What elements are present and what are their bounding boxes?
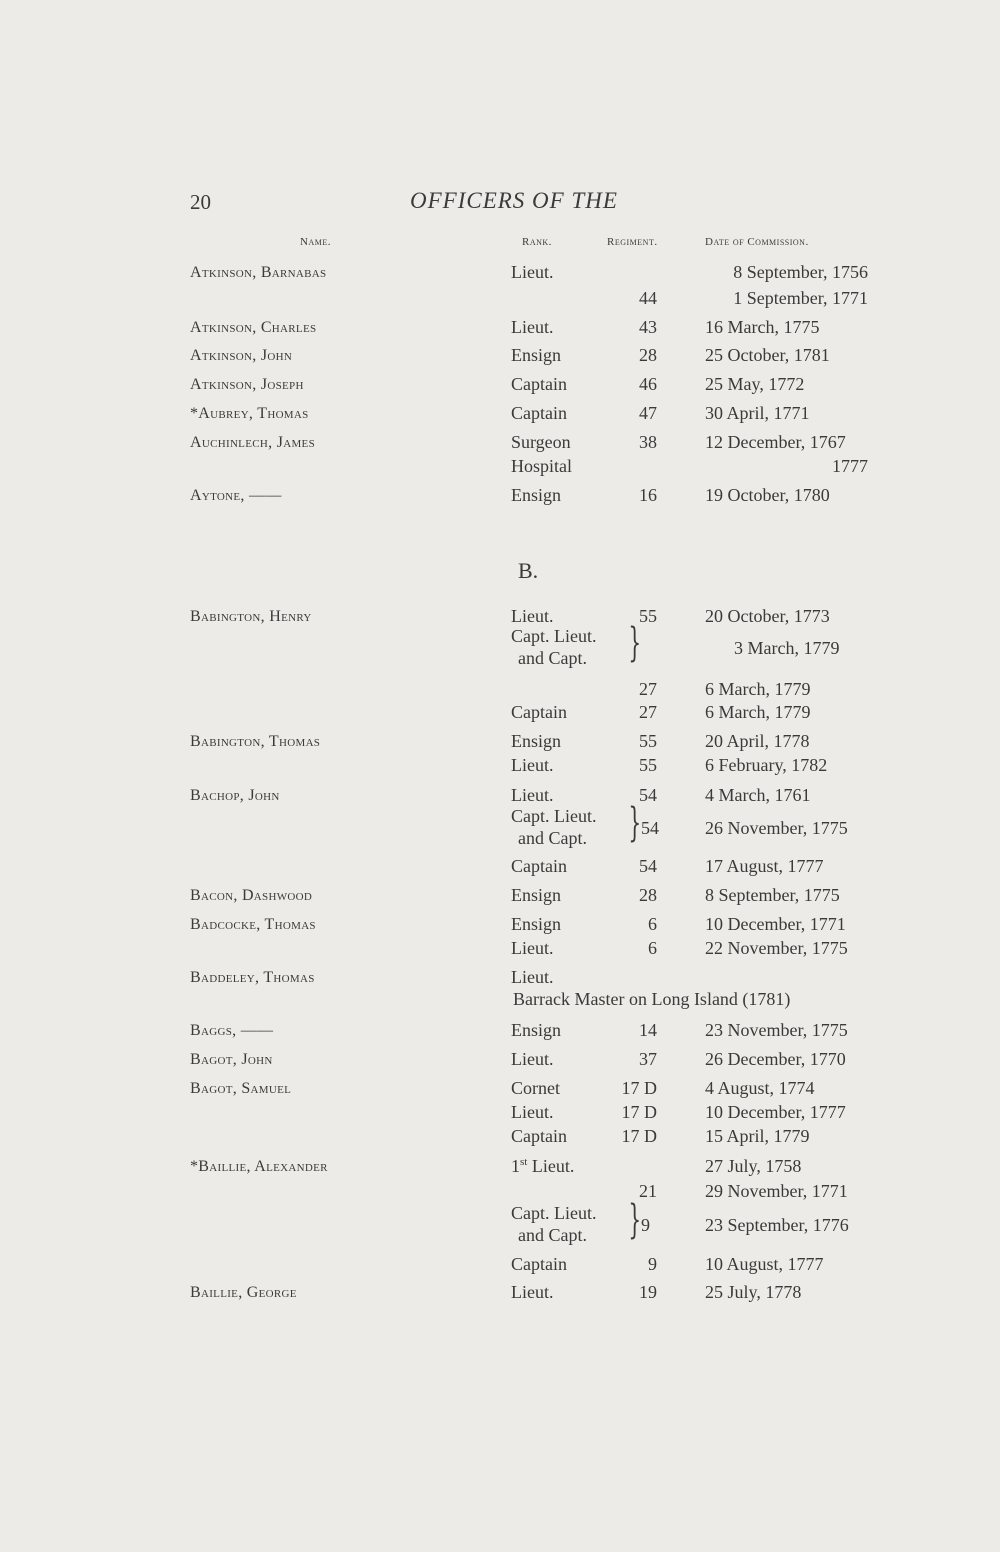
officer-regiment: 54: [639, 856, 657, 876]
commission-date: 10 August, 1777: [705, 1254, 824, 1274]
officer-name: Atkinson, Barnabas: [190, 264, 327, 281]
table-row: [0, 856, 1000, 882]
officer-regiment: 55: [639, 755, 657, 775]
commission-date: 16 March, 1775: [705, 317, 820, 337]
commission-date: 23 November, 1775: [705, 1020, 848, 1040]
officer-rank: Captain: [511, 702, 567, 722]
table-row: [0, 1020, 1000, 1046]
officer-rank: Lieut.: [511, 938, 554, 958]
officer-rank: Lieut.: [511, 606, 554, 626]
officer-regiment: 54: [639, 785, 657, 805]
header-rank: Rank.: [522, 236, 552, 248]
commission-date: 12 December, 1767: [705, 432, 846, 452]
commission-date: 6 March, 1779: [705, 702, 811, 722]
commission-date: 15 April, 1779: [705, 1126, 810, 1146]
officer-regiment: 6: [648, 938, 657, 958]
officer-name: *Aubrey, Thomas: [190, 405, 309, 422]
officer-regiment: 55: [639, 731, 657, 751]
rank-line-1: Capt. Lieut.: [511, 626, 597, 646]
page-number: 20: [190, 190, 211, 214]
officer-rank: Hospital: [511, 456, 572, 476]
commission-date: 23 September, 1776: [705, 1215, 849, 1235]
table-row: [0, 967, 1000, 993]
rank-line-1: Capt. Lieut.: [511, 806, 597, 826]
officer-regiment: 17 D: [621, 1126, 657, 1146]
officer-rank: Ensign: [511, 914, 562, 934]
commission-date: 4 August, 1774: [705, 1078, 815, 1098]
commission-date: 22 November, 1775: [705, 938, 848, 958]
officer-name: *Baillie, Alexander: [190, 1158, 328, 1175]
table-row: [0, 262, 1000, 288]
ordinal-suffix: st: [520, 1156, 528, 1168]
table-row: [0, 288, 1000, 314]
officer-name: Bagot, Samuel: [190, 1080, 292, 1097]
commission-date: 25 October, 1781: [705, 345, 830, 365]
officer-name: Badcocke, Thomas: [190, 916, 316, 933]
barrack-master-note: Barrack Master on Long Island (1781): [513, 989, 791, 1009]
officer-rank: Lieut.: [511, 1282, 554, 1302]
officer-regiment: 27: [639, 702, 657, 722]
running-head: OFFICERS OF THE: [410, 188, 618, 213]
officer-name: Babington, Thomas: [190, 733, 321, 750]
officer-regiment: 16: [639, 485, 657, 505]
commission-date: 10 December, 1777: [705, 1102, 846, 1122]
commission-date: 1777: [832, 456, 868, 476]
officer-rank: Lieut.: [511, 1102, 554, 1122]
officer-regiment: 43: [639, 317, 657, 337]
officer-regiment: 28: [639, 345, 657, 365]
officer-regiment: 46: [639, 374, 657, 394]
table-row: [0, 345, 1000, 371]
officer-name: Atkinson, Charles: [190, 319, 317, 336]
table-row: [0, 1282, 1000, 1308]
officer-regiment: 27: [639, 679, 657, 699]
commission-date: 6 March, 1779: [705, 679, 811, 699]
table-row: [0, 1156, 1000, 1182]
commission-date: 8 September, 1775: [705, 885, 840, 905]
commission-date: 10 December, 1771: [705, 914, 846, 934]
table-row: [0, 914, 1000, 940]
commission-date: 25 July, 1778: [705, 1282, 802, 1302]
officer-rank: Cornet: [511, 1078, 560, 1098]
officer-regiment: 55: [639, 606, 657, 626]
officer-regiment: 47: [639, 403, 657, 423]
brace-symbol: }: [628, 1197, 642, 1243]
table-row: [0, 1126, 1000, 1152]
officer-name: Baillie, George: [190, 1284, 297, 1301]
officer-rank: Ensign: [511, 1020, 562, 1040]
table-row: [0, 432, 1000, 458]
officer-rank: Ensign: [511, 485, 562, 505]
table-row: [0, 1102, 1000, 1128]
officer-rank: Captain: [511, 403, 567, 423]
officer-rank: Lieut.: [511, 755, 554, 775]
officer-regiment: 54: [641, 818, 659, 838]
header-date: Date of Commission.: [705, 236, 809, 248]
commission-date: 26 December, 1770: [705, 1049, 846, 1069]
header-regiment: Regiment.: [607, 236, 658, 248]
table-row: [0, 1254, 1000, 1280]
officer-name: Baddeley, Thomas: [190, 969, 315, 986]
table-row: [0, 317, 1000, 343]
officer-name: Bagot, John: [190, 1051, 273, 1068]
officer-rank: Captain: [511, 1254, 567, 1274]
commission-date: 29 November, 1771: [705, 1181, 848, 1201]
officer-regiment: 44: [639, 288, 657, 308]
commission-date: 20 October, 1773: [705, 606, 830, 626]
officer-rank: Captain: [511, 374, 567, 394]
officer-rank: Lieut.: [511, 785, 554, 805]
officer-name: Atkinson, John: [190, 347, 293, 364]
brace-symbol: }: [628, 620, 642, 666]
commission-date: 4 March, 1761: [705, 785, 811, 805]
rank-line-2: and Capt.: [518, 1225, 587, 1245]
officer-name: Babington, Henry: [190, 608, 312, 625]
commission-date: 3 March, 1779: [734, 638, 840, 658]
commission-date: 30 April, 1771: [705, 403, 810, 423]
officer-name: Baggs, ——: [190, 1022, 274, 1039]
table-row: [0, 731, 1000, 757]
officer-regiment: 14: [639, 1020, 657, 1040]
table-row: [0, 1049, 1000, 1075]
commission-date: 17 August, 1777: [705, 856, 824, 876]
officer-rank: Lieut.: [511, 317, 554, 337]
commission-date: 19 October, 1780: [705, 485, 830, 505]
officer-rank: Ensign: [511, 345, 562, 365]
table-row: [0, 1078, 1000, 1104]
table-row: [0, 885, 1000, 911]
officer-regiment: 17 D: [621, 1102, 657, 1122]
commission-date: 6 February, 1782: [705, 755, 828, 775]
table-row: [0, 606, 1000, 632]
commission-date: 20 April, 1778: [705, 731, 810, 751]
table-row: [0, 485, 1000, 511]
officer-rank: Lieut.: [511, 1049, 554, 1069]
table-row: [0, 403, 1000, 429]
officer-name: Bachop, John: [190, 787, 280, 804]
table-row: [0, 755, 1000, 781]
officer-rank: Lieut.: [511, 967, 554, 987]
officer-rank: Ensign: [511, 885, 562, 905]
table-row: [0, 456, 1000, 482]
officer-regiment: 38: [639, 432, 657, 452]
officer-regiment: 6: [648, 914, 657, 934]
table-row: [0, 1181, 1000, 1207]
officer-rank: Captain: [511, 856, 567, 876]
officer-regiment: 21: [639, 1181, 657, 1201]
brace-symbol: }: [628, 800, 642, 846]
officer-regiment: 9: [641, 1215, 650, 1235]
commission-date: 26 November, 1775: [705, 818, 848, 838]
table-row: [0, 785, 1000, 811]
officer-regiment: 19: [639, 1282, 657, 1302]
officer-name: Auchinlech, James: [190, 434, 315, 451]
table-row: [0, 938, 1000, 964]
officer-name: Atkinson, Joseph: [190, 376, 304, 393]
commission-date: 27 July, 1758: [705, 1156, 802, 1176]
officer-regiment: 9: [648, 1254, 657, 1274]
header-name: Name.: [300, 236, 331, 248]
officer-rank: Ensign: [511, 731, 562, 751]
officer-regiment: 37: [639, 1049, 657, 1069]
section-letter-b: B.: [518, 558, 539, 583]
officer-rank: Surgeon: [511, 432, 571, 452]
rank-line-1: Capt. Lieut.: [511, 1203, 597, 1223]
officer-regiment: 17 D: [621, 1078, 657, 1098]
table-row: [0, 374, 1000, 400]
rank-line-2: and Capt.: [518, 648, 587, 668]
rank-line-2: and Capt.: [518, 828, 587, 848]
officer-name: Aytone, ——: [190, 487, 282, 504]
commission-date: 1 September, 1771: [733, 288, 868, 308]
officer-regiment: 28: [639, 885, 657, 905]
commission-date: 8 September, 1756: [733, 262, 868, 282]
table-row: [0, 702, 1000, 728]
commission-date: 25 May, 1772: [705, 374, 805, 394]
officer-rank: Lieut.: [511, 262, 554, 282]
officer-name: Bacon, Dashwood: [190, 887, 313, 904]
officer-rank: 1st Lieut.: [511, 1156, 575, 1176]
officer-rank: Captain: [511, 1126, 567, 1146]
